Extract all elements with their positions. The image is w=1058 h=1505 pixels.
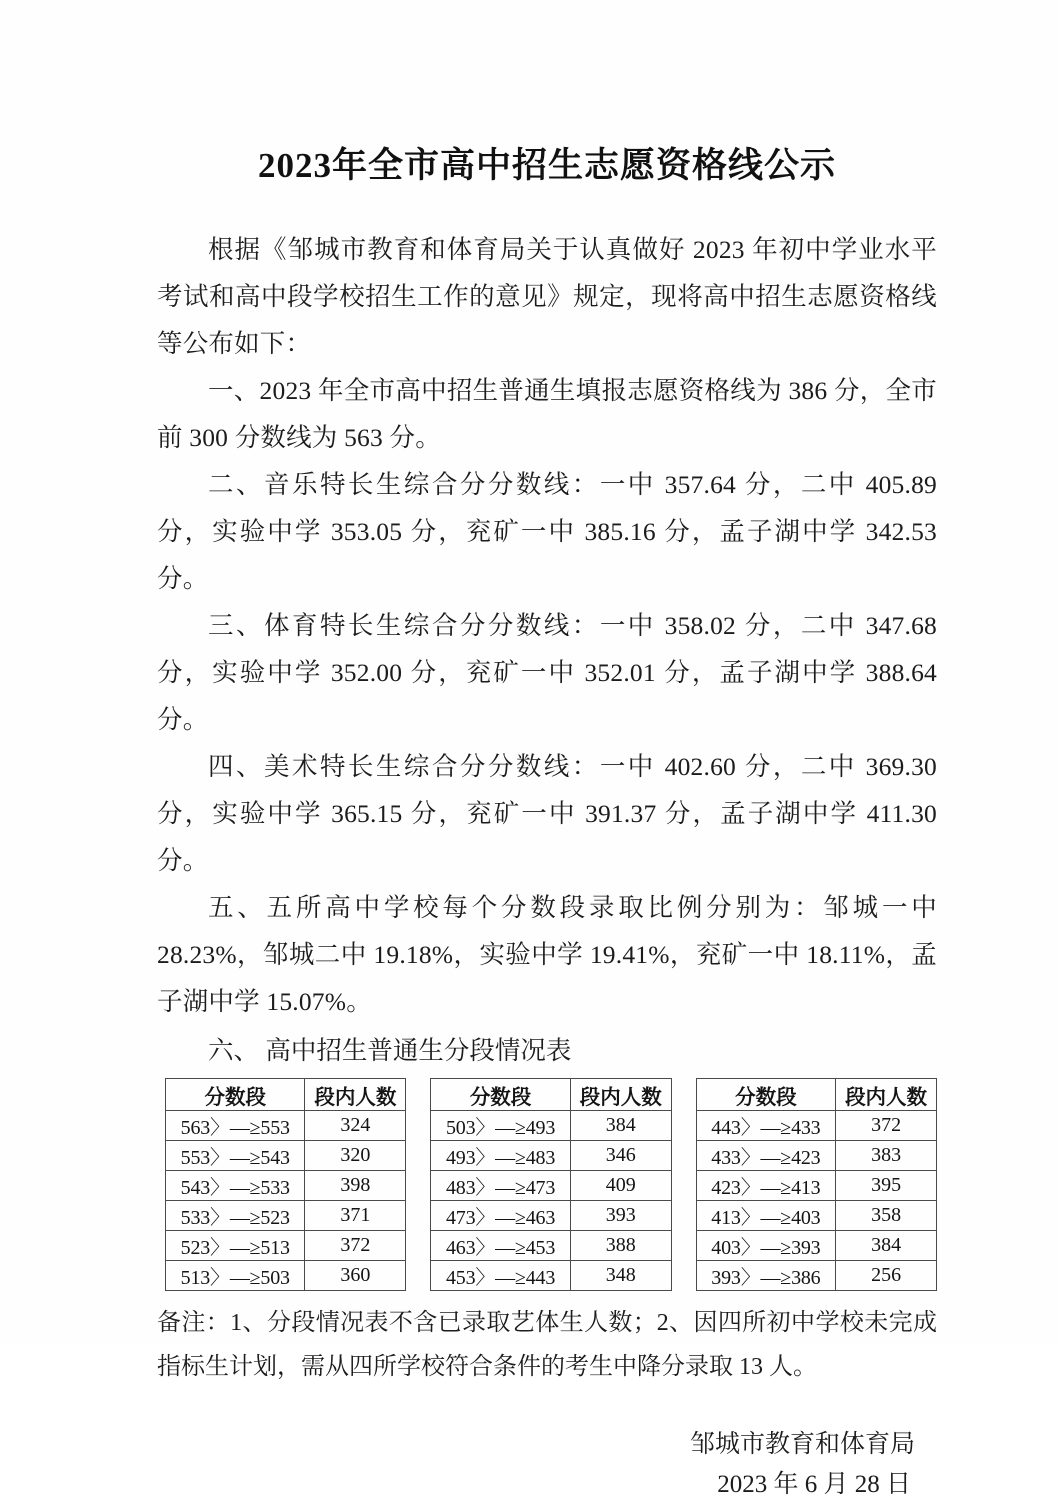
score-segment-table-block-1: [165, 1078, 406, 1291]
cell-range: 523〉—≥513: [166, 1231, 305, 1261]
cell-count: 393: [570, 1201, 671, 1231]
cell-range: 553〉—≥543: [166, 1141, 305, 1171]
table-row: [431, 1261, 671, 1291]
column-header-count: 段内人数: [836, 1079, 937, 1111]
cell-count: 320: [305, 1141, 406, 1171]
table-row: [166, 1141, 406, 1171]
cell-range: 443〉—≥433: [696, 1111, 835, 1141]
table-row: [166, 1261, 406, 1291]
score-segment-table-block-3: [696, 1078, 937, 1291]
cell-count: 346: [570, 1141, 671, 1171]
cell-range: 393〉—≥386: [696, 1261, 835, 1291]
paragraph-section-five-ratios: 五、五所高中学校每个分数段录取比例分别为：邹城一中 28.23%，邹城二中 19.18%，实验中学 19.41%，兖矿一中 18.11%，孟子湖中学 15.07%。: [157, 893, 937, 1016]
column-header-range: 分数段: [696, 1079, 835, 1111]
paragraph-section-four-art: 四、美术特长生综合分分数线：一中 402.60 分，二中 369.30 分，实验中学 365.15 分，兖矿一中 391.37 分，孟子湖中学 411.30 分。: [157, 752, 937, 875]
table-header-row: [696, 1079, 936, 1111]
cell-count: 384: [570, 1111, 671, 1141]
column-header-range: 分数段: [431, 1079, 570, 1111]
table-header-row: [166, 1079, 406, 1111]
signature-block: [157, 1425, 937, 1505]
table-header-row: [431, 1079, 671, 1111]
cell-range: 513〉—≥503: [166, 1261, 305, 1291]
cell-count: 360: [305, 1261, 406, 1291]
cell-count: 372: [836, 1111, 937, 1141]
table-row: [166, 1231, 406, 1261]
cell-range: 403〉—≥393: [696, 1231, 835, 1261]
page-title: 2023年全市高中招生志愿资格线公示: [257, 146, 836, 185]
cell-range: 433〉—≥423: [696, 1141, 835, 1171]
column-header-count: 段内人数: [305, 1079, 406, 1111]
table-row: [431, 1231, 671, 1261]
table-row: [166, 1171, 406, 1201]
column-header-range: 分数段: [166, 1079, 305, 1111]
cell-range: 483〉—≥473: [431, 1171, 570, 1201]
cell-range: 423〉—≥413: [696, 1171, 835, 1201]
document-content: [157, 0, 937, 1505]
cell-range: 543〉—≥533: [166, 1171, 305, 1201]
cell-range: 533〉—≥523: [166, 1201, 305, 1231]
cell-count: 384: [836, 1231, 937, 1261]
table-row: [431, 1171, 671, 1201]
cell-range: 463〉—≥453: [431, 1231, 570, 1261]
cell-count: 372: [305, 1231, 406, 1261]
cell-range: 563〉—≥553: [166, 1111, 305, 1141]
cell-range: 413〉—≥403: [696, 1201, 835, 1231]
score-segment-tables: [165, 1078, 937, 1291]
table-row: [696, 1261, 936, 1291]
table-row: [431, 1201, 671, 1231]
table-row: [166, 1111, 406, 1141]
table-footnote: 备注：1、分段情况表不含已录取艺体生人数；2、因四所初中学校未完成指标生计划，需从四所学校符合条件的考生中降分录取 13 人。: [157, 1310, 937, 1380]
table-row: [696, 1111, 936, 1141]
signature-organization: 邹城市教育和体育局: [689, 1431, 915, 1458]
paragraph-section-two-music: 二、音乐特长生综合分分数线：一中 357.64 分，二中 405.89 分，实验中学 353.05 分，兖矿一中 385.16 分，孟子湖中学 342.53 分。: [157, 470, 937, 593]
cell-range: 453〉—≥443: [431, 1261, 570, 1291]
cell-count: 324: [305, 1111, 406, 1141]
cell-count: 348: [570, 1261, 671, 1291]
cell-range: 503〉—≥493: [431, 1111, 570, 1141]
cell-count: 409: [570, 1171, 671, 1201]
table-row: [696, 1231, 936, 1261]
cell-range: 493〉—≥483: [431, 1141, 570, 1171]
column-header-count: 段内人数: [570, 1079, 671, 1111]
cell-count: 371: [305, 1201, 406, 1231]
cell-count: 383: [836, 1141, 937, 1171]
cell-count: 395: [836, 1171, 937, 1201]
paragraph-section-three-sports: 三、体育特长生综合分分数线：一中 358.02 分，二中 347.68 分，实验中学 352.00 分，兖矿一中 352.01 分，孟子湖中学 388.64 分。: [157, 611, 937, 734]
score-segment-table-block-2: [430, 1078, 671, 1291]
table-row: [431, 1111, 671, 1141]
signature-date: 2023 年 6 月 28 日: [717, 1471, 911, 1498]
paragraph-section-one: 一、2023 年全市高中招生普通生填报志愿资格线为 386 分，全市前 300 分数线为 563 分。: [157, 376, 937, 452]
cell-count: 358: [836, 1201, 937, 1231]
table-row: [696, 1141, 936, 1171]
table-row: [166, 1201, 406, 1231]
table-row: [431, 1141, 671, 1171]
cell-count: 398: [305, 1171, 406, 1201]
cell-count: 256: [836, 1261, 937, 1291]
paragraph-intro: 根据《邹城市教育和体育局关于认真做好 2023 年初中学业水平考试和高中段学校招生工作的意见》规定，现将高中招生志愿资格线等公布如下：: [157, 235, 937, 358]
table-row: [696, 1201, 936, 1231]
section-six-heading: 六、 高中招生普通生分段情况表: [208, 1036, 572, 1065]
table-row: [696, 1171, 936, 1201]
cell-count: 388: [570, 1231, 671, 1261]
cell-range: 473〉—≥463: [431, 1201, 570, 1231]
